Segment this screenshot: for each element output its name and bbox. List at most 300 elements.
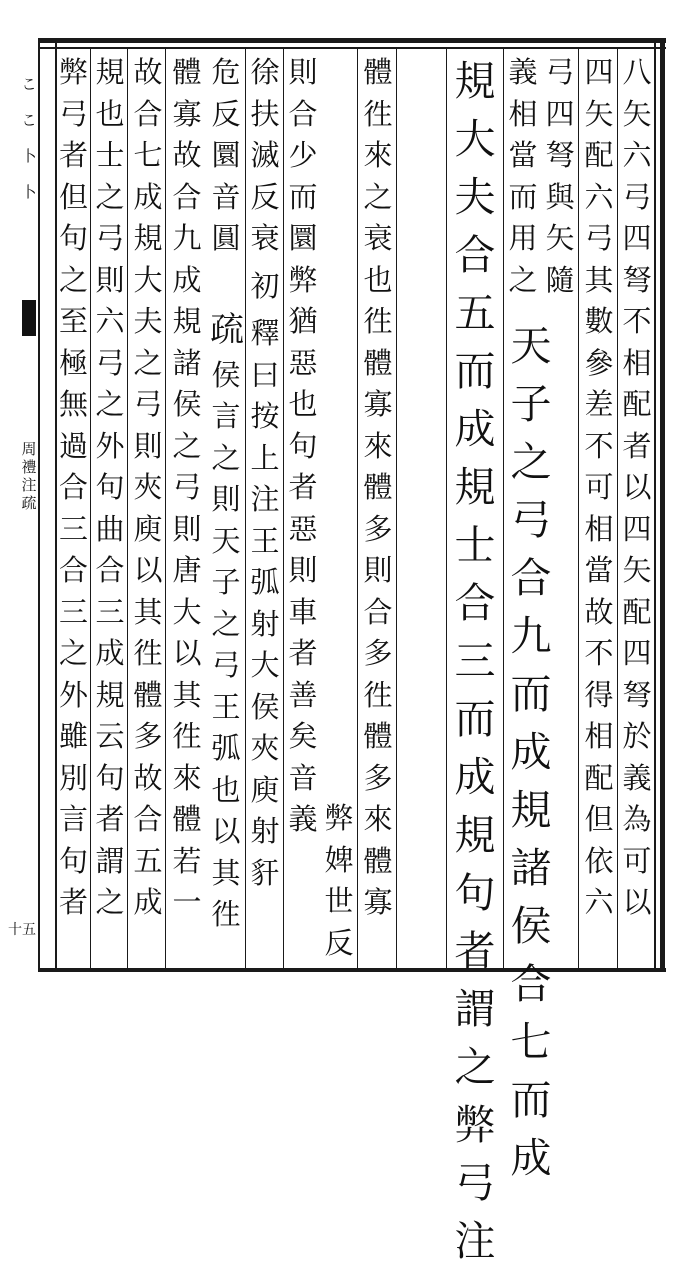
column-char: 疏 [210, 309, 244, 350]
column-char: 婢 [324, 842, 354, 877]
column-char: 夾 [133, 470, 163, 504]
column-char: 七 [510, 1018, 552, 1066]
column-char: 矢 [545, 221, 575, 255]
column-char: 規 [454, 811, 496, 859]
column-char: 當 [508, 138, 538, 172]
column-char: 惡 [288, 511, 318, 546]
column-char: 之 [211, 440, 241, 475]
column-char: 弓 [95, 345, 125, 380]
column-char: 侯 [250, 689, 280, 724]
column-char: 體 [133, 677, 163, 712]
column-char: 矢 [622, 553, 652, 587]
column-char: 句 [95, 470, 125, 504]
column-char: 相 [622, 345, 652, 380]
column-char: 多 [363, 511, 393, 546]
column-char: 少 [288, 138, 318, 172]
text-column [131, 52, 165, 924]
column-char: 體 [172, 55, 202, 89]
column-char: 規 [510, 786, 552, 834]
column-char: 之 [172, 428, 202, 463]
column-char: 圓 [211, 221, 241, 255]
column-char: 也 [95, 96, 125, 131]
margin-char [21, 201, 37, 219]
column-char: 徃 [363, 677, 393, 712]
column-char: 其 [584, 262, 614, 297]
column-char: 七 [133, 138, 163, 172]
column-char: 配 [584, 138, 614, 172]
margin-char: 疏 [21, 494, 37, 512]
column-char: 者 [58, 138, 88, 172]
column-char: 成 [95, 636, 125, 670]
column-char: 者 [58, 885, 88, 919]
column-char: 弊 [58, 55, 88, 89]
text-column [543, 52, 577, 301]
column-char: 五 [133, 843, 163, 878]
text-column [620, 52, 654, 924]
column-char: 體 [363, 470, 393, 504]
column-char: 不 [584, 428, 614, 463]
column-char: 合 [454, 231, 496, 279]
column-char: 四 [622, 221, 652, 255]
column-char: 五 [454, 289, 496, 337]
column-char: 反 [250, 179, 280, 214]
column-char: 釋 [250, 316, 280, 350]
column-char: 相 [584, 511, 614, 546]
column-char: 成 [172, 262, 202, 297]
column-char: 規 [454, 57, 496, 105]
column-char: 合 [133, 802, 163, 836]
column-char: 規 [95, 677, 125, 712]
column-char: 侯 [510, 902, 552, 950]
column-char: 而 [288, 179, 318, 214]
column-char: 不 [622, 304, 652, 338]
margin-char [21, 129, 37, 147]
column-char: 弩 [545, 138, 575, 172]
column-char: 夫 [454, 173, 496, 221]
column-char: 用 [508, 221, 538, 255]
column-char: 體 [363, 345, 393, 380]
column-char: 合 [95, 553, 125, 587]
column-char: 之 [133, 345, 163, 380]
column-char: 而 [510, 670, 552, 718]
column-char: 依 [584, 843, 614, 878]
column-char: 其 [133, 594, 163, 629]
column-char: 六 [584, 885, 614, 919]
column-char: 弩 [622, 677, 652, 712]
column-char: 射 [250, 814, 280, 848]
column-char: 言 [211, 399, 241, 433]
column-char: 初 [250, 268, 280, 303]
column-char: 士 [95, 138, 125, 172]
column-char: 唐 [172, 553, 202, 587]
column-char: 之 [95, 387, 125, 421]
column-char: 成 [454, 753, 496, 801]
column-char: 弊 [288, 262, 318, 297]
column-char: 別 [58, 760, 88, 795]
column-char: 弊 [454, 1101, 496, 1149]
column-char: 按 [250, 399, 280, 433]
column-char: 規 [454, 463, 496, 511]
column-char: 合 [288, 96, 318, 131]
top-border [38, 38, 666, 43]
column-char: 與 [545, 179, 575, 214]
column-char: 來 [172, 760, 202, 795]
column-char: 外 [95, 428, 125, 463]
text-column [248, 313, 282, 894]
text-column [57, 52, 90, 924]
column-char: 諸 [510, 844, 552, 892]
column-separator [578, 49, 579, 968]
column-char: 注 [250, 482, 280, 516]
column-char: 圜 [288, 221, 318, 255]
column-char: 合 [510, 960, 552, 1008]
column-char: 大 [133, 262, 163, 297]
column-char: 者 [454, 927, 496, 975]
column-char: 來 [363, 138, 393, 172]
column-char: 配 [622, 594, 652, 629]
column-char: 故 [172, 138, 202, 172]
column-char: 反 [211, 96, 241, 131]
column-char: 雖 [58, 719, 88, 753]
column-char: 故 [133, 55, 163, 89]
column-char: 世 [324, 884, 354, 918]
column-char: 三 [58, 594, 88, 629]
column-char: 四 [622, 511, 652, 546]
column-char: 來 [363, 428, 393, 463]
column-char: 體 [363, 719, 393, 753]
column-char: 上 [250, 440, 280, 475]
top-border-inner [38, 47, 666, 49]
column-char: 體 [363, 843, 393, 878]
column-char: 也 [288, 387, 318, 421]
column-char: 而 [454, 695, 496, 743]
column-char: 寡 [172, 96, 202, 131]
margin-char: こ [21, 75, 37, 93]
column-char: 為 [622, 802, 652, 836]
column-separator [127, 49, 128, 968]
column-char: 子 [510, 380, 552, 428]
column-char: 至 [58, 304, 88, 338]
column-char: 以 [172, 636, 202, 670]
column-char: 矢 [584, 96, 614, 131]
column-char: 而 [510, 1076, 552, 1124]
column-char: 徃 [363, 304, 393, 338]
column-char: 配 [622, 387, 652, 421]
column-char: 子 [211, 565, 241, 599]
column-char: 弩 [622, 262, 652, 297]
column-char: 三 [58, 511, 88, 546]
column-char: 徐 [250, 55, 280, 89]
margin-char: 周 [21, 440, 37, 458]
column-char: 差 [584, 387, 614, 421]
column-char: 相 [508, 96, 538, 131]
text-column [93, 52, 127, 924]
column-char: 車 [288, 594, 318, 629]
column-char: 之 [211, 606, 241, 641]
column-char: 之 [363, 179, 393, 214]
column-char: 庾 [133, 511, 163, 546]
column-char: 無 [58, 387, 88, 421]
column-char: 則 [211, 482, 241, 516]
column-char: 則 [133, 428, 163, 463]
column-char: 若 [172, 843, 202, 878]
column-separator [90, 49, 91, 968]
column-char: 句 [288, 428, 318, 463]
column-char: 諸 [172, 345, 202, 380]
column-char: 徃 [363, 96, 393, 131]
margin-title [20, 440, 38, 512]
column-char: 侯 [211, 357, 241, 392]
column-char: 弧 [250, 565, 280, 599]
column-char: 弓 [172, 470, 202, 504]
column-char: 曲 [95, 511, 125, 546]
column-char: 多 [363, 636, 393, 670]
column-char: 來 [363, 802, 393, 836]
column-char: 其 [172, 677, 202, 712]
column-char: 合 [510, 554, 552, 602]
column-char: 之 [510, 438, 552, 486]
column-char: 之 [95, 885, 125, 919]
column-char: 以 [622, 885, 652, 919]
column-char: 規 [133, 221, 163, 255]
column-char: 成 [133, 179, 163, 214]
column-char: 規 [172, 304, 202, 338]
column-char: 王 [250, 523, 280, 558]
column-char: 則 [363, 553, 393, 587]
column-separator [446, 49, 447, 968]
column-char: 扶 [250, 96, 280, 131]
column-char: 九 [172, 221, 202, 255]
column-char: 徃 [211, 897, 241, 931]
column-char: 而 [454, 347, 496, 395]
column-char: 者 [288, 470, 318, 504]
column-char: 合 [172, 179, 202, 214]
column-char: 言 [58, 802, 88, 836]
column-char: 數 [584, 304, 614, 338]
column-char: 危 [211, 55, 241, 89]
column-char: 庾 [250, 772, 280, 807]
column-char: 一 [172, 885, 202, 919]
column-char: 故 [133, 760, 163, 795]
column-char: 弓 [584, 221, 614, 255]
column-char: 云 [95, 719, 125, 753]
text-column [170, 52, 204, 924]
column-char: 則 [95, 262, 125, 297]
text-column [322, 798, 356, 964]
text-column [286, 52, 320, 841]
left-margin-border [38, 38, 40, 972]
right-border [660, 38, 665, 972]
column-char: 衰 [250, 221, 280, 255]
column-char: 義 [508, 55, 538, 89]
column-char: 成 [133, 885, 163, 919]
text-column [209, 355, 243, 936]
column-char: 寡 [363, 885, 393, 919]
text-column [582, 52, 616, 924]
column-char: 徃 [133, 636, 163, 670]
column-char: 極 [58, 345, 88, 380]
column-char: 弓 [545, 55, 575, 89]
column-char: 士 [454, 521, 496, 569]
column-separator [617, 49, 618, 968]
column-char: 音 [288, 760, 318, 795]
text-column [248, 266, 282, 308]
column-char: 弓 [211, 648, 241, 682]
column-char: 弓 [510, 496, 552, 544]
column-char: 弓 [454, 1159, 496, 1207]
column-char: 弊 [324, 801, 354, 835]
column-char: 但 [584, 802, 614, 836]
column-char: 矣 [288, 719, 318, 753]
column-char: 謂 [454, 985, 496, 1033]
margin-char: 注 [21, 476, 37, 494]
text-column [506, 52, 540, 301]
column-char: 過 [58, 428, 88, 463]
column-char: 弧 [211, 731, 241, 765]
column-separator [503, 49, 504, 968]
margin-char: こ [21, 111, 37, 129]
column-char: 句 [95, 760, 125, 795]
text-column [248, 52, 282, 260]
column-char: 弓 [133, 387, 163, 421]
column-char: 大 [454, 115, 496, 163]
column-char: 大 [250, 648, 280, 682]
column-char: 滅 [250, 138, 280, 172]
column-char: 衰 [363, 221, 393, 255]
column-char: 九 [510, 612, 552, 660]
column-char: 其 [211, 855, 241, 890]
column-separator [165, 49, 166, 968]
column-char: 也 [363, 262, 393, 297]
column-char: 可 [622, 843, 652, 878]
column-char: 三 [95, 594, 125, 629]
margin-char: 卜 [21, 147, 37, 165]
column-char: 天 [510, 322, 552, 370]
column-separator [245, 49, 246, 968]
column-char: 弓 [95, 221, 125, 255]
column-char: 寡 [363, 387, 393, 421]
margin-block-mark [22, 300, 36, 336]
column-char: 隨 [545, 262, 575, 297]
column-char: 反 [324, 925, 354, 960]
column-char: 惡 [288, 345, 318, 380]
column-char: 義 [288, 802, 318, 836]
column-char: 弓 [622, 179, 652, 214]
column-char: 合 [363, 594, 393, 629]
column-char: 也 [211, 772, 241, 807]
column-char: 之 [508, 262, 538, 297]
margin-char: 禮 [21, 458, 37, 476]
margin-char [21, 93, 37, 111]
column-char: 弓 [58, 96, 88, 131]
text-column [209, 310, 243, 352]
margin-marks [20, 75, 38, 219]
page-number: 十五 [8, 922, 36, 938]
column-char: 而 [508, 179, 538, 214]
column-char: 成 [454, 405, 496, 453]
column-char: 猶 [288, 304, 318, 338]
column-char: 合 [454, 579, 496, 627]
column-char: 者 [95, 802, 125, 836]
column-char: 六 [584, 179, 614, 214]
column-char: 得 [584, 677, 614, 712]
column-char: 六 [95, 304, 125, 338]
margin-char [21, 165, 37, 183]
column-char: 者 [622, 428, 652, 463]
column-char: 夾 [250, 731, 280, 765]
column-char: 之 [95, 179, 125, 214]
column-char: 以 [211, 814, 241, 848]
column-char: 於 [622, 719, 652, 753]
column-char: 合 [133, 96, 163, 131]
column-char: 射 [250, 606, 280, 641]
column-separator [283, 49, 284, 968]
bottom-border [38, 968, 666, 972]
column-char: 體 [363, 55, 393, 89]
column-char: 可 [584, 470, 614, 504]
right-border-inner [654, 38, 656, 972]
column-char: 矢 [622, 96, 652, 131]
column-char: 合 [58, 470, 88, 504]
column-separator [396, 49, 397, 968]
column-char: 成 [510, 1134, 552, 1182]
column-char: 大 [172, 594, 202, 629]
column-char: 多 [363, 760, 393, 795]
column-char: 以 [133, 553, 163, 587]
column-char: 配 [584, 760, 614, 795]
column-char: 之 [58, 636, 88, 670]
column-char: 三 [454, 637, 496, 685]
column-char: 侯 [172, 387, 202, 421]
column-char: 當 [584, 553, 614, 587]
column-char: 六 [622, 138, 652, 172]
column-char: 天 [211, 523, 241, 558]
column-char: 規 [95, 55, 125, 89]
column-char: 注 [454, 1217, 496, 1265]
text-column [361, 52, 395, 924]
column-char: 相 [584, 719, 614, 753]
column-char: 四 [545, 96, 575, 131]
column-char: 善 [288, 677, 318, 712]
column-char: 參 [584, 345, 614, 380]
column-char: 者 [288, 636, 318, 670]
column-char: 合 [58, 553, 88, 587]
column-char: 則 [288, 553, 318, 587]
text-column [209, 52, 243, 260]
column-char: 但 [58, 179, 88, 214]
column-char: 體 [172, 802, 202, 836]
column-char: 句 [454, 869, 496, 917]
column-char: 四 [622, 636, 652, 670]
text-column [507, 317, 555, 1187]
column-char: 故 [584, 594, 614, 629]
column-char: 謂 [95, 843, 125, 878]
column-char: 八 [622, 55, 652, 89]
column-char: 徃 [172, 719, 202, 753]
column-char: 不 [584, 636, 614, 670]
column-char: 之 [454, 1043, 496, 1091]
column-char: 夫 [133, 304, 163, 338]
column-char: 多 [133, 719, 163, 753]
column-char: 句 [58, 843, 88, 878]
column-char: 王 [211, 689, 241, 724]
column-char: 之 [58, 262, 88, 297]
margin-char: 卜 [21, 183, 37, 201]
column-char: 豻 [250, 855, 280, 890]
column-char: 圜 [211, 138, 241, 172]
column-char: 句 [58, 221, 88, 255]
column-char: 成 [510, 728, 552, 776]
